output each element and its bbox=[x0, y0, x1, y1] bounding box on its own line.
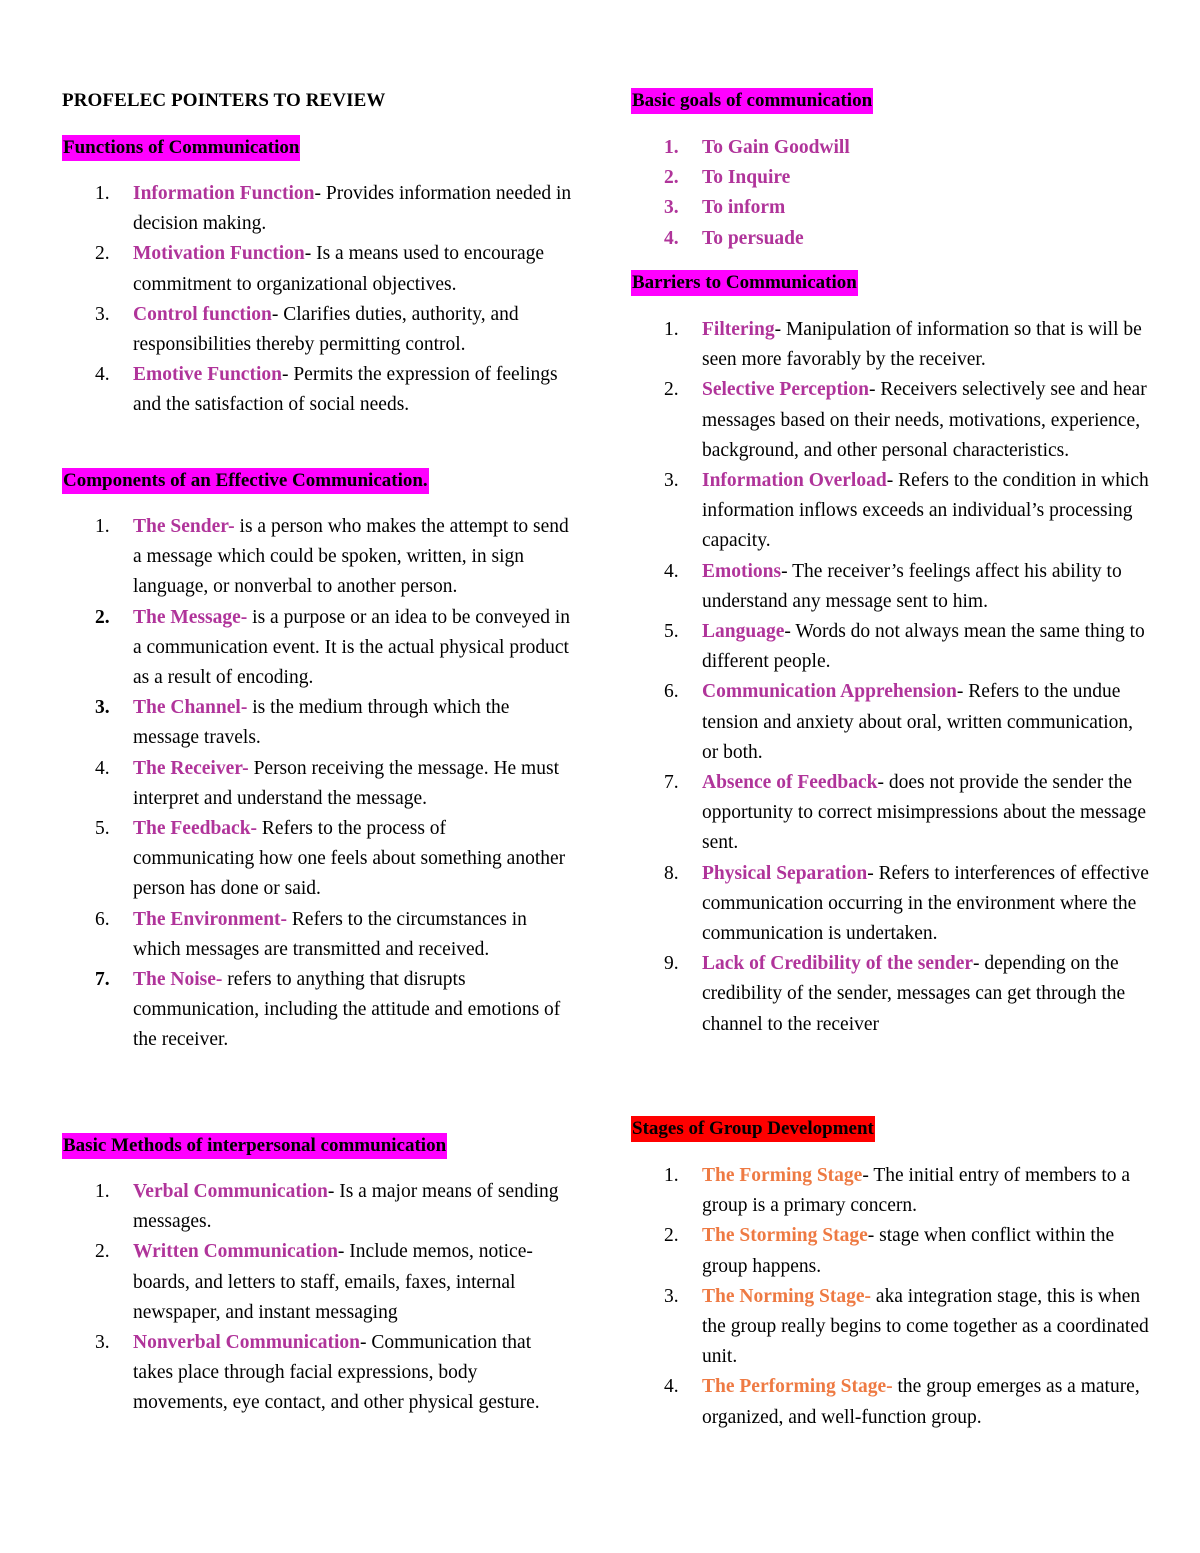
item-text: refers to anything that disrupts communication, including the attitude and emotions of the receiver. bbox=[133, 969, 561, 1051]
item-number: 3. bbox=[95, 697, 110, 719]
item-number: 1. bbox=[664, 137, 679, 158]
list-item bbox=[62, 512, 572, 603]
item-text: - Communication that takes place through facial expressions, body movements, eye contact, and other physical gesture. bbox=[133, 1332, 540, 1414]
item-term: The Noise- bbox=[133, 969, 223, 991]
item-number: 4. bbox=[95, 757, 110, 779]
item-term: To Gain Goodwill bbox=[702, 137, 850, 158]
item-text: - Clarifies duties, authority, and responsibilities thereby permitting control. bbox=[133, 303, 519, 356]
item-term: The Storming Stage bbox=[702, 1225, 868, 1247]
item-term: Information Overload bbox=[702, 470, 887, 492]
item-number: 1. bbox=[95, 183, 110, 204]
item-term: Filtering bbox=[702, 319, 775, 340]
item-number: 1. bbox=[95, 1181, 110, 1202]
item-number: 6. bbox=[95, 908, 110, 930]
item-term: Emotions bbox=[702, 560, 782, 582]
goals-list bbox=[631, 133, 850, 254]
item-text: - Permits the expression of feelings and the satisfaction of social needs. bbox=[133, 364, 558, 416]
list-item bbox=[62, 814, 572, 905]
item-text: - Refers to the condition in which information inflows exceeds an individual’s processing capacity. bbox=[702, 470, 1149, 552]
item-text: - Refers to interferences of effective communication occurring in the environment where the communication is undertaken. bbox=[702, 862, 1149, 945]
item-number: 4. bbox=[664, 1376, 679, 1398]
item-number: 5. bbox=[95, 818, 110, 840]
item-number: 4. bbox=[664, 560, 679, 582]
item-number: 3. bbox=[95, 1332, 110, 1354]
list-item bbox=[62, 965, 572, 1056]
item-term: Physical Separation bbox=[702, 862, 868, 884]
list-item bbox=[631, 617, 1151, 677]
list-item bbox=[631, 949, 1151, 1040]
barriers-heading: Barriers to Communication bbox=[631, 270, 858, 296]
item-number: 4. bbox=[664, 227, 679, 249]
list-item bbox=[62, 360, 572, 420]
item-term: The Message- bbox=[133, 606, 248, 628]
item-text: - Receivers selectively see and hear messages based on their needs, motivations, experience, background, and other personal characteristics. bbox=[702, 379, 1147, 461]
item-number: 3. bbox=[664, 1285, 679, 1307]
item-number: 1. bbox=[664, 319, 679, 340]
item-term: The Forming Stage bbox=[702, 1165, 863, 1186]
item-term: Emotive Function bbox=[133, 364, 282, 386]
list-item bbox=[631, 375, 1151, 466]
methods-list bbox=[62, 1177, 572, 1419]
item-number: 3. bbox=[664, 197, 679, 219]
item-number: 1. bbox=[95, 516, 110, 537]
item-text: - depending on the credibility of the sender, messages can get through the channel to the receiver bbox=[702, 953, 1126, 1035]
item-number: 7. bbox=[95, 969, 110, 991]
item-number: 2. bbox=[95, 1241, 110, 1263]
list-item bbox=[631, 557, 1151, 617]
list-item bbox=[62, 603, 572, 694]
list-item bbox=[631, 1221, 1151, 1281]
item-term: Written Communication bbox=[133, 1241, 338, 1263]
item-text: - Include memos, notice-boards, and letters to staff, emails, faxes, internal newspaper, and instant messaging bbox=[133, 1241, 533, 1323]
list-item bbox=[631, 133, 850, 163]
item-number: 2. bbox=[664, 167, 679, 189]
item-term: Lack of Credibility of the sender bbox=[702, 953, 974, 975]
item-text: Refers to the circumstances in which messages are transmitted and received. bbox=[133, 908, 527, 960]
item-number: 1. bbox=[664, 1165, 679, 1186]
item-term: The Norming Stage- bbox=[702, 1285, 871, 1307]
item-text: is the medium through which the message travels. bbox=[133, 697, 510, 749]
list-item bbox=[631, 1372, 1151, 1432]
item-number: 2. bbox=[664, 1225, 679, 1247]
item-term: Communication Apprehension bbox=[702, 681, 957, 703]
list-item bbox=[631, 466, 1151, 557]
components-list bbox=[62, 512, 572, 1056]
list-item bbox=[62, 179, 572, 239]
item-text: - The receiver’s feelings affect his ability to understand any message sent to him. bbox=[702, 560, 1122, 612]
item-text: - Manipulation of information so that is will be seen more favorably by the receiver. bbox=[702, 319, 1142, 371]
item-term: Information Function bbox=[133, 183, 315, 204]
item-number: 8. bbox=[664, 862, 679, 884]
item-number: 2. bbox=[95, 606, 110, 628]
item-text: - Provides information needed in decision making. bbox=[133, 183, 572, 235]
functions-list bbox=[62, 179, 572, 421]
item-term: To persuade bbox=[702, 227, 804, 249]
list-item bbox=[631, 163, 850, 193]
list-item bbox=[631, 315, 1151, 375]
item-term: Language bbox=[702, 621, 785, 643]
item-text: is a person who makes the attempt to send a message which could be spoken, written, in sign language, or nonverbal to another person. bbox=[133, 516, 569, 598]
item-text: - Words do not always mean the same thing to different people. bbox=[702, 621, 1145, 673]
list-item bbox=[631, 193, 850, 223]
item-text: - Is a means used to encourage commitment to organizational objectives. bbox=[133, 243, 545, 295]
item-text: aka integration stage, this is when the group really begins to come together as a coordinated unit. bbox=[702, 1285, 1149, 1368]
item-text: Person receiving the message. He must interpret and understand the message. bbox=[133, 757, 559, 809]
item-text: - stage when conflict within the group happens. bbox=[702, 1225, 1115, 1277]
list-item bbox=[62, 239, 572, 299]
list-item bbox=[62, 754, 572, 814]
item-term: The Feedback- bbox=[133, 818, 258, 840]
list-item bbox=[62, 1237, 572, 1328]
document-title: PROFELEC POINTERS TO REVIEW bbox=[62, 90, 386, 111]
list-item bbox=[62, 905, 572, 965]
item-term: The Performing Stage- bbox=[702, 1376, 893, 1398]
list-item bbox=[631, 768, 1151, 859]
functions-heading: Functions of Communication bbox=[62, 135, 300, 161]
list-item bbox=[62, 1328, 572, 1419]
item-number: 3. bbox=[95, 303, 110, 325]
stages-list bbox=[631, 1161, 1151, 1433]
item-text: the group emerges as a mature, organized, and well-function group. bbox=[702, 1376, 1140, 1428]
item-text: - Is a major means of sending messages. bbox=[133, 1181, 559, 1233]
item-term: Absence of Feedback bbox=[702, 772, 878, 794]
components-heading: Components of an Effective Communication. bbox=[62, 468, 429, 494]
methods-heading: Basic Methods of interpersonal communication bbox=[62, 1133, 447, 1159]
item-number: 2. bbox=[95, 243, 110, 265]
list-item bbox=[631, 859, 1151, 950]
list-item bbox=[631, 1282, 1151, 1373]
stages-heading: Stages of Group Development bbox=[631, 1116, 875, 1142]
item-number: 5. bbox=[664, 621, 679, 643]
list-item bbox=[62, 1177, 572, 1237]
barriers-list bbox=[631, 315, 1151, 1040]
item-number: 7. bbox=[664, 772, 679, 794]
list-item bbox=[62, 693, 572, 753]
list-item bbox=[631, 1161, 1151, 1221]
item-term: Verbal Communication bbox=[133, 1181, 328, 1202]
item-text: - Refers to the undue tension and anxiety about oral, written communication, or both. bbox=[702, 681, 1134, 763]
item-term: Motivation Function bbox=[133, 243, 305, 265]
item-number: 3. bbox=[664, 470, 679, 492]
goals-heading: Basic goals of communication bbox=[631, 88, 873, 114]
item-number: 9. bbox=[664, 953, 679, 975]
item-text: - The initial entry of members to a group is a primary concern. bbox=[702, 1165, 1131, 1217]
item-number: 2. bbox=[664, 379, 679, 401]
item-term: The Sender- bbox=[133, 516, 235, 537]
item-number: 6. bbox=[664, 681, 679, 703]
list-item bbox=[631, 677, 1151, 768]
item-term: Nonverbal Communication bbox=[133, 1332, 360, 1354]
list-item bbox=[62, 300, 572, 360]
item-text: is a purpose or an idea to be conveyed in a communication event. It is the actual physical product as a result of encoding. bbox=[133, 606, 571, 689]
item-term: To Inquire bbox=[702, 167, 791, 189]
item-text: Refers to the process of communicating how one feels about something another person has done or said. bbox=[133, 818, 566, 900]
list-item bbox=[631, 224, 850, 254]
item-text: - does not provide the sender the opportunity to correct misimpressions about the message sent. bbox=[702, 772, 1147, 854]
item-term: Selective Perception bbox=[702, 379, 869, 401]
item-term: The Environment- bbox=[133, 908, 288, 930]
item-term: Control function bbox=[133, 303, 272, 325]
item-number: 4. bbox=[95, 364, 110, 386]
item-term: To inform bbox=[702, 197, 786, 219]
item-term: The Channel- bbox=[133, 697, 248, 719]
item-term: The Receiver- bbox=[133, 757, 249, 779]
